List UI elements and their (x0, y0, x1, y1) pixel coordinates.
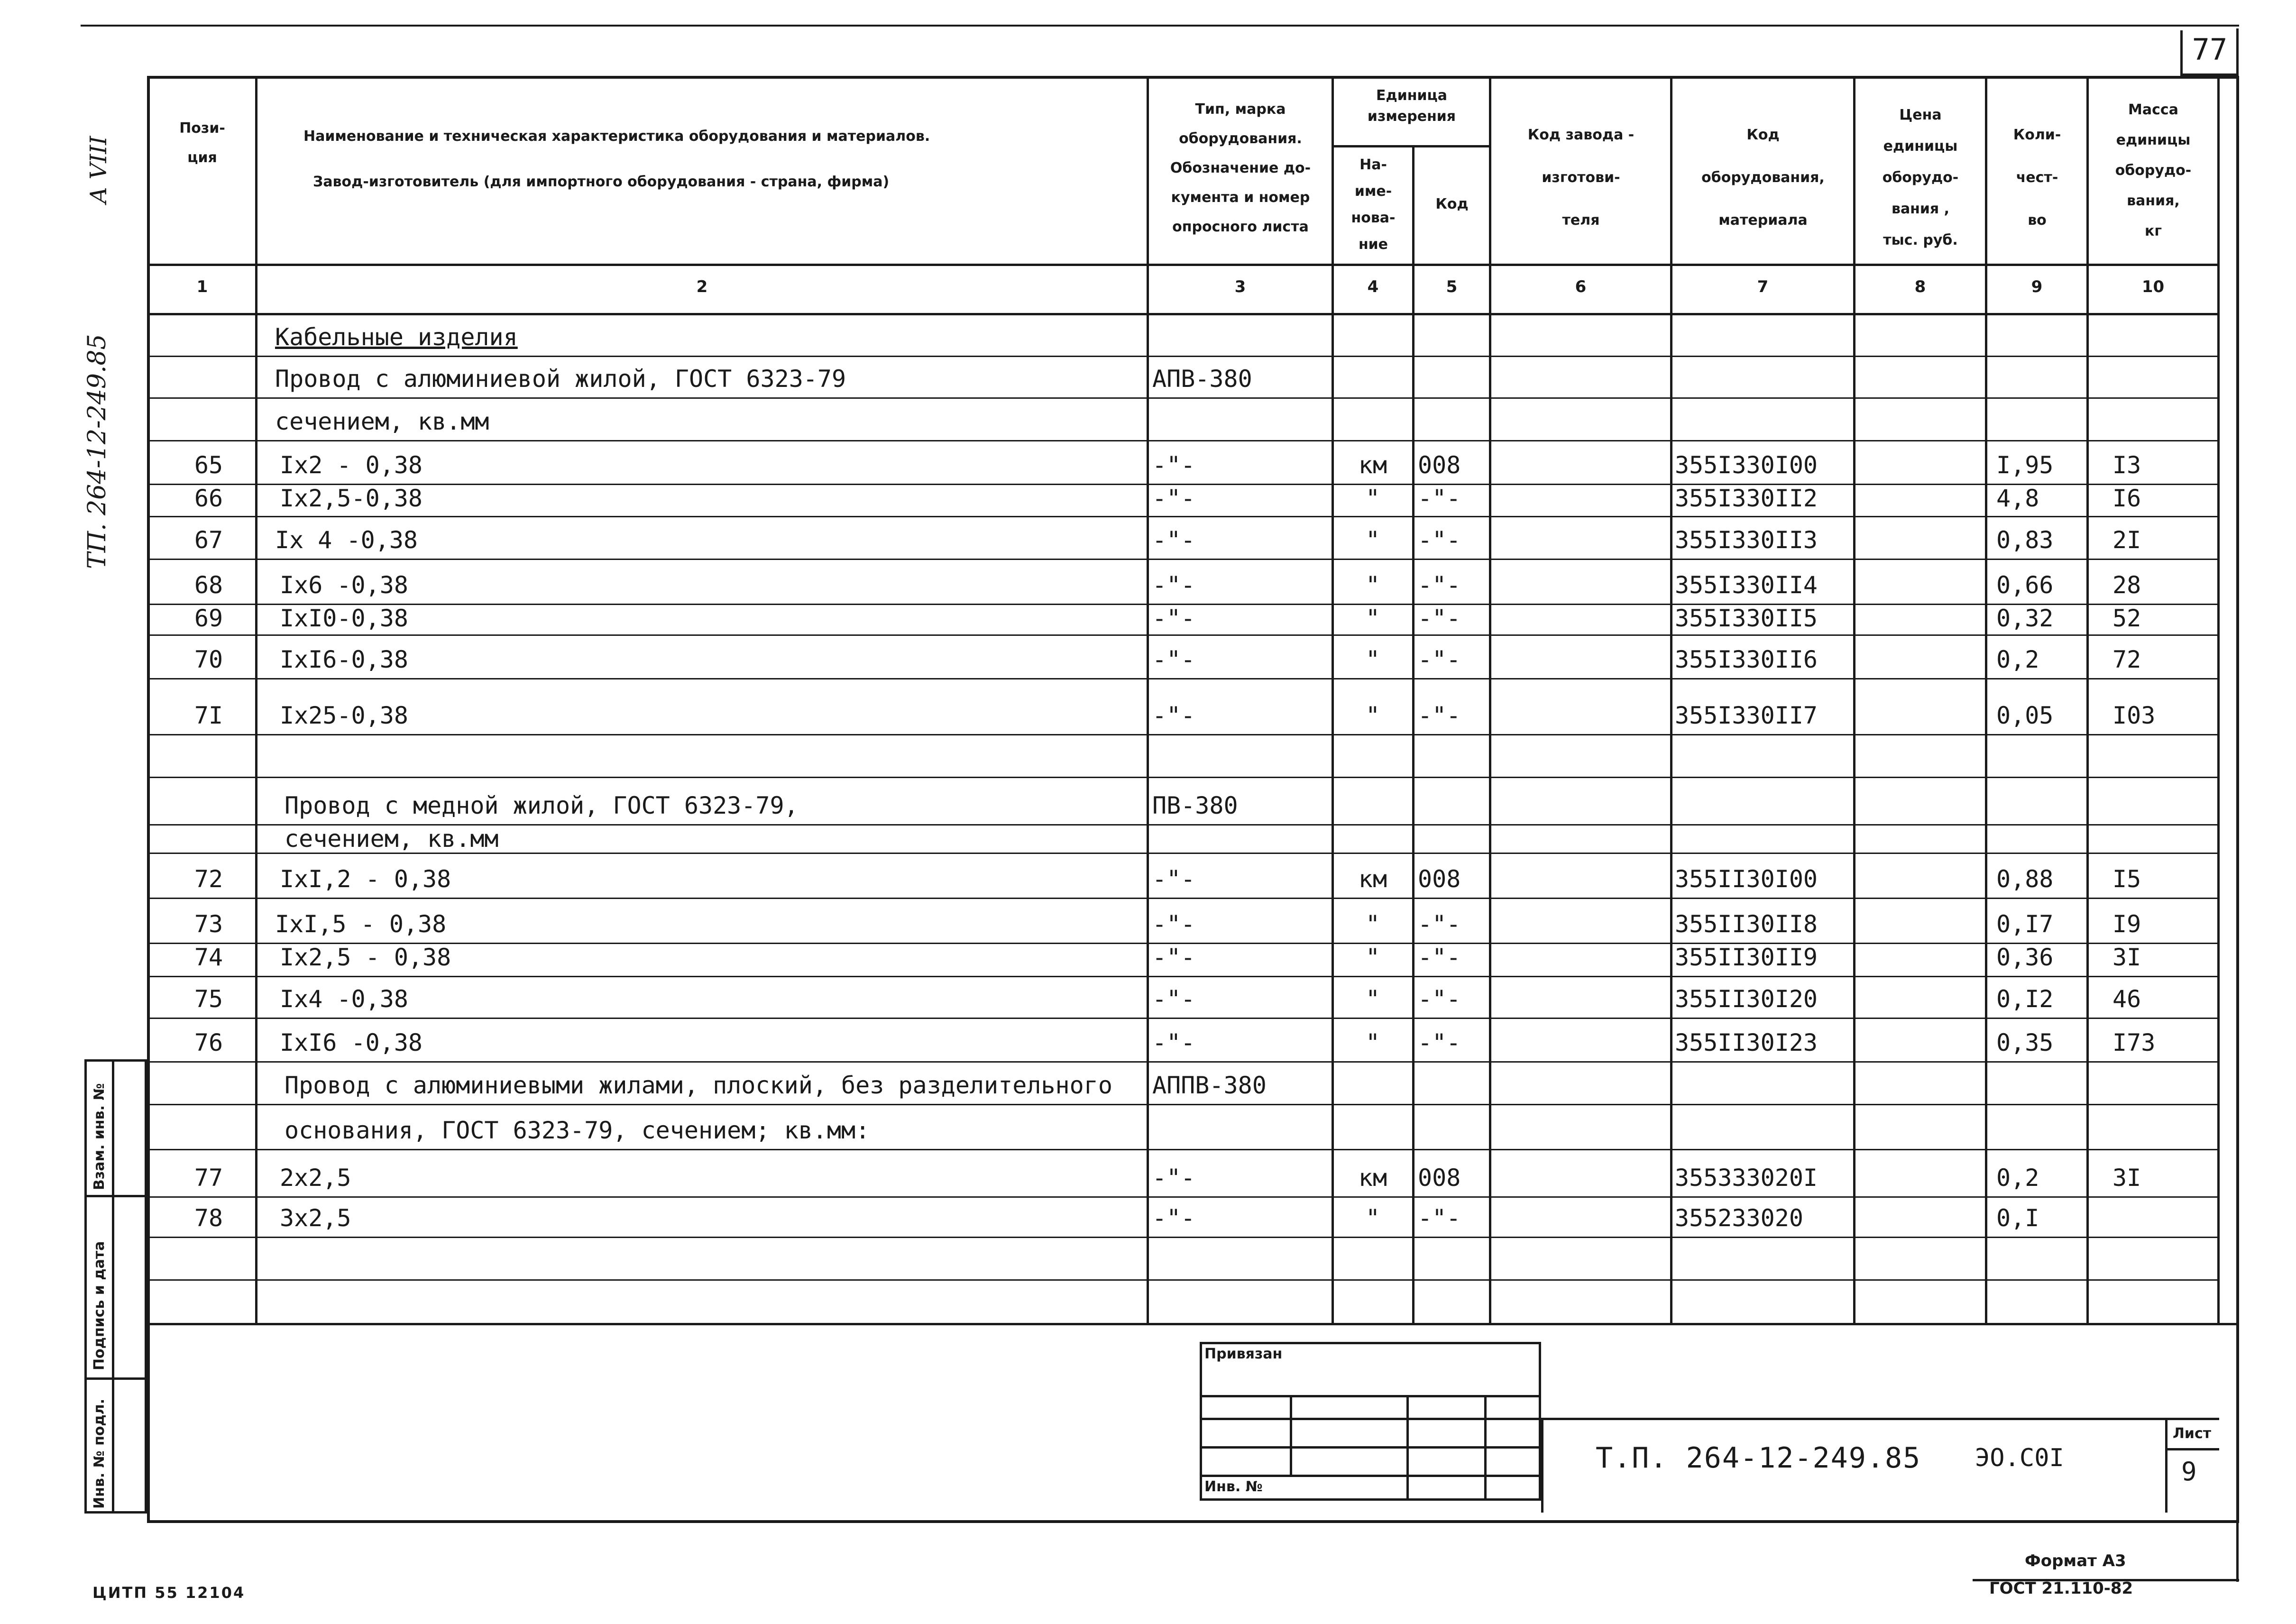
cell-qty: 0,2 (1996, 646, 2039, 673)
cell-pos: 74 (194, 944, 223, 971)
cell-qty: 0,I2 (1996, 985, 2054, 1013)
hdr-col4-l2: име- (1354, 183, 1392, 200)
row-separator (147, 976, 2219, 977)
cell-mat-code: 355333020I (1675, 1164, 1818, 1192)
hdr-unit-group (1334, 85, 1489, 127)
cell-name: Iх2 - 0,38 (280, 451, 423, 479)
tb-line (1484, 1395, 1487, 1500)
hdr-col9-l2: чест- (2016, 169, 2058, 186)
privyazan-label: Привязан (1204, 1346, 1283, 1362)
cell-pos: 70 (194, 646, 223, 673)
cell-type: -"- (1152, 1164, 1195, 1192)
cell-unit: " (1365, 646, 1380, 673)
cell-name: Iх2,5 - 0,38 (280, 944, 451, 971)
tb-line (1200, 1475, 1541, 1477)
row-separator (147, 440, 2219, 441)
cell-unit: " (1365, 944, 1380, 971)
cell-unit: " (1365, 702, 1380, 729)
col-line (2086, 76, 2089, 1323)
cell-pos: 67 (194, 526, 223, 554)
stamp-label-podpis: Подпись и дата (91, 1241, 108, 1370)
cell-code: -"- (1418, 1029, 1461, 1056)
cell-code: -"- (1418, 485, 1461, 512)
hdr-col7-l3: материала (1718, 212, 1808, 229)
cell-name: 3х2,5 (280, 1204, 351, 1232)
col-number: 5 (1446, 277, 1458, 296)
cell-name: Провод с алюминиевыми жилами, плоский, без разделительного (285, 1072, 1112, 1099)
cell-type: -"- (1152, 526, 1195, 554)
cell-unit: км (1358, 451, 1387, 479)
cell-name: IхI6-0,38 (280, 646, 408, 673)
cell-name: IхI0-0,38 (280, 605, 408, 632)
cell-qty: 0,83 (1996, 526, 2054, 554)
col-number: 8 (1914, 277, 1926, 296)
cell-qty: 0,I7 (1996, 910, 2054, 938)
stamp-divider (84, 1377, 147, 1380)
col-number: 6 (1575, 277, 1587, 296)
hdr-col7-l2: оборудования, (1701, 169, 1825, 186)
cell-unit: км (1358, 865, 1387, 893)
col-number: 2 (696, 277, 708, 296)
cell-mat-code: 355II30II9 (1675, 944, 1818, 971)
row-separator (147, 1018, 2219, 1019)
cell-name: IхI6 -0,38 (280, 1029, 423, 1056)
cell-qty: 0,36 (1996, 944, 2054, 971)
cell-code: -"- (1418, 702, 1461, 729)
cell-qty: 0,2 (1996, 1164, 2039, 1192)
cell-pos: 66 (194, 485, 223, 512)
cell-name: Iх6 -0,38 (280, 571, 408, 599)
hdr-col2 (266, 114, 1024, 205)
cell-type: -"- (1152, 910, 1195, 938)
row-separator (147, 516, 2219, 517)
stamp-divider (84, 1195, 147, 1197)
designation: Т.П. 264-12-249.85 (1596, 1441, 1921, 1475)
cell-mass: 28 (2112, 571, 2141, 599)
row-separator (147, 1196, 2219, 1198)
cell-unit: " (1365, 910, 1380, 938)
hdr-col5: Код (1435, 196, 1469, 212)
cell-name: основания, ГОСТ 6323-79, сечением; кв.мм: (285, 1117, 870, 1144)
cell-code: -"- (1418, 985, 1461, 1013)
hdr-col10-l1: Масса (2128, 101, 2178, 118)
hdr-col6-l2: изготови- (1542, 169, 1620, 186)
hdr-col10-l5: кг (2144, 223, 2162, 239)
row-separator (147, 559, 2219, 560)
top-rule (81, 25, 2239, 27)
cell-type: АППВ-380 (1152, 1072, 1267, 1099)
cell-pos: 76 (194, 1029, 223, 1056)
hdr-col8-l5: тыс. руб. (1883, 232, 1958, 248)
row-separator (147, 777, 2219, 778)
hdr-col3-l2: оборудования. (1179, 130, 1302, 147)
cell-type: -"- (1152, 1029, 1195, 1056)
hdr-col4-l3: нова- (1351, 210, 1396, 226)
col-number: 9 (2031, 277, 2043, 296)
hdr-col3-l3: Обозначение до- (1170, 160, 1311, 176)
hdr-col9 (1988, 114, 2086, 242)
tb-line (1200, 1395, 1541, 1397)
cell-pos: 72 (194, 865, 223, 893)
cell-mass: 72 (2112, 646, 2141, 673)
cell-name: Провод с алюминиевой жилой, ГОСТ 6323-79 (275, 365, 846, 393)
cell-name: Iх 4 -0,38 (275, 526, 418, 554)
row-separator (147, 1279, 2219, 1281)
tb-line (1200, 1446, 1541, 1449)
cell-qty: 0,88 (1996, 865, 2054, 893)
row-separator (147, 1104, 2219, 1105)
hdr-col8-l4: вания , (1891, 201, 1950, 217)
cell-pos: 78 (194, 1204, 223, 1232)
cell-mat-code: 355II30I00 (1675, 865, 1818, 893)
cell-mass: I03 (2112, 702, 2156, 729)
cell-mat-code: 355I330I00 (1675, 451, 1818, 479)
cell-unit: " (1365, 1029, 1380, 1056)
row-separator (147, 356, 2219, 357)
cell-pos: 65 (194, 451, 223, 479)
hdr-col9-l3: во (2028, 212, 2047, 229)
hdr-col2-l1: Наименование и техническая характеристика оборудования и материалов. (303, 128, 930, 145)
cell-unit: " (1365, 526, 1380, 554)
hdr-col6 (1492, 114, 1670, 242)
cell-code: 008 (1418, 865, 1461, 893)
cell-type: -"- (1152, 485, 1195, 512)
row-separator (147, 1061, 2219, 1063)
cell-mass: I9 (2112, 910, 2141, 938)
cell-type: -"- (1152, 985, 1195, 1013)
cell-qty: 4,8 (1996, 485, 2039, 512)
cell-code: -"- (1418, 605, 1461, 632)
hdr-col10 (2089, 95, 2217, 247)
cell-name: Кабельные изделия (275, 323, 518, 351)
right-edge-line (2236, 28, 2239, 1582)
cell-name: 2х2,5 (280, 1164, 351, 1192)
side-doc-code: ТП. 264-12-249.85 (83, 334, 111, 569)
cell-type: -"- (1152, 646, 1195, 673)
col-line (1332, 76, 1334, 1323)
tb-line (1290, 1395, 1292, 1476)
cell-mat-code: 355II30I20 (1675, 985, 1818, 1013)
row-separator (147, 1149, 2219, 1150)
cell-pos: 75 (194, 985, 223, 1013)
cell-code: -"- (1418, 571, 1461, 599)
hdr-col1 (149, 114, 255, 173)
cell-mat-code: 355I330II4 (1675, 571, 1818, 599)
cell-qty: 0,66 (1996, 571, 2054, 599)
cell-type: -"- (1152, 865, 1195, 893)
hdr-col2-l2: Завод-изготовитель (для импортного оборудования - страна, фирма) (313, 174, 890, 190)
cell-mass: 3I (2112, 1164, 2141, 1192)
cell-name: Iх2,5-0,38 (280, 485, 423, 512)
col-number: 3 (1234, 277, 1246, 296)
cell-mat-code: 355I330II6 (1675, 646, 1818, 673)
cell-mat-code: 355233020 (1675, 1204, 1803, 1232)
cell-code: 008 (1418, 1164, 1461, 1192)
cell-type: -"- (1152, 702, 1195, 729)
cell-qty: I,95 (1996, 451, 2054, 479)
section-code: ЭО.С0I (1975, 1444, 2064, 1472)
cell-code: -"- (1418, 944, 1461, 971)
cell-name: Провод с медной жилой, ГОСТ 6323-79, (285, 792, 799, 819)
cell-type: -"- (1152, 1204, 1195, 1232)
cell-mass: 46 (2112, 985, 2141, 1013)
hdr-unit-l1: Единица (1376, 87, 1447, 104)
hdr-col8-l3: оборудо- (1882, 169, 1959, 186)
hdr-col3-l4: кумента и номер (1171, 189, 1310, 206)
cell-mass: I5 (2112, 865, 2141, 893)
cell-type: -"- (1152, 605, 1195, 632)
header-bottom-line (147, 264, 2219, 266)
tb-line (1200, 1418, 1541, 1420)
cell-unit: " (1365, 485, 1380, 512)
cell-name: IхI,2 - 0,38 (280, 865, 451, 893)
cell-code: -"- (1418, 646, 1461, 673)
tb-main-top (1541, 1418, 2219, 1420)
cell-pos: 69 (194, 605, 223, 632)
cell-unit: " (1365, 1204, 1380, 1232)
cell-pos: 73 (194, 910, 223, 938)
cell-unit: км (1358, 1164, 1387, 1192)
cell-code: -"- (1418, 526, 1461, 554)
cell-type: -"- (1152, 451, 1195, 479)
row-separator (147, 634, 2219, 636)
col-number: 1 (196, 277, 208, 296)
cell-mass: I3 (2112, 451, 2141, 479)
hdr-col3 (1149, 95, 1332, 242)
footer-gost: ГОСТ 21.110-82 (1989, 1579, 2133, 1598)
col-number: 7 (1757, 277, 1769, 296)
cell-mat-code: 355II30II8 (1675, 910, 1818, 938)
cell-pos: 68 (194, 571, 223, 599)
hdr-col1-l2: ция (187, 149, 217, 166)
cell-qty: 0,32 (1996, 605, 2054, 632)
hdr-col1-l1: Пози- (179, 120, 225, 137)
hdr-col10-l2: единицы (2116, 132, 2191, 148)
col-number: 10 (2141, 277, 2165, 296)
inv-no-label: Инв. № (1204, 1478, 1263, 1495)
cell-name: IхI,5 - 0,38 (275, 910, 447, 938)
cell-type: -"- (1152, 571, 1195, 599)
cell-code: -"- (1418, 1204, 1461, 1232)
stamp-divider (112, 1059, 114, 1514)
cell-unit: " (1365, 985, 1380, 1013)
hdr-col7 (1673, 114, 1853, 242)
row-separator (147, 397, 2219, 399)
cell-name: сечением, кв.мм (285, 825, 499, 853)
row-separator (147, 853, 2219, 854)
cell-mass: I73 (2112, 1029, 2156, 1056)
table-bottom-line (147, 1323, 2238, 1325)
row-separator (147, 678, 2219, 679)
cell-name: Iх25-0,38 (280, 702, 408, 729)
sheet-label: Лист (2173, 1425, 2212, 1442)
hdr-col4-l4: ние (1358, 236, 1388, 253)
hdr-col8-l2: единицы (1883, 138, 1958, 155)
row-separator (147, 898, 2219, 899)
hdr-col6-l1: Код завода - (1527, 127, 1635, 143)
cell-name: Iх4 -0,38 (280, 985, 408, 1013)
cell-code: 008 (1418, 451, 1461, 479)
col-line (1985, 76, 1987, 1323)
col-line (1853, 76, 1855, 1323)
stamp-label-inv: Инв. № подл. (91, 1398, 108, 1509)
col-line (1489, 76, 1491, 1323)
cell-pos: 77 (194, 1164, 223, 1192)
stamp-label-vzam: Взам. инв. № (91, 1083, 108, 1190)
hdr-col7-l1: Код (1746, 127, 1780, 143)
hdr-col4 (1334, 152, 1412, 258)
sheet-box-line (2165, 1448, 2219, 1450)
cell-unit: " (1365, 571, 1380, 599)
hdr-col10-l3: оборудо- (2115, 162, 2192, 179)
cell-pos: 7I (194, 702, 223, 729)
cell-qty: 0,05 (1996, 702, 2054, 729)
cell-type: ПВ-380 (1152, 792, 1238, 819)
col-line (2217, 76, 2220, 1323)
page-number: 77 (2192, 32, 2228, 67)
cell-mass: 52 (2112, 605, 2141, 632)
footer-format: Формат А3 (2025, 1551, 2126, 1570)
hdr-col8 (1856, 100, 1985, 256)
col-number: 4 (1367, 277, 1379, 296)
hdr-col8-l1: Цена (1899, 107, 1942, 123)
album-label: А VIII (85, 136, 112, 204)
hdr-col9-l1: Коли- (2013, 127, 2061, 143)
row-separator (147, 1237, 2219, 1238)
footer-left: ЦИТП 55 12104 (92, 1584, 246, 1602)
hdr-col3-l5: опросного листа (1172, 219, 1309, 235)
sheet-number: 9 (2181, 1457, 2197, 1486)
cell-mass: 3I (2112, 944, 2141, 971)
cell-unit: " (1365, 605, 1380, 632)
tb-line (1406, 1395, 1409, 1500)
cell-name: сечением, кв.мм (275, 408, 489, 435)
hdr-col4-l1: На- (1359, 156, 1387, 173)
hdr-col10-l4: вания, (2127, 193, 2180, 209)
cell-type: АПВ-380 (1152, 365, 1252, 393)
hdr-col6-l3: теля (1562, 212, 1600, 229)
cell-mat-code: 355I330II2 (1675, 485, 1818, 512)
cell-qty: 0,I (1996, 1204, 2039, 1232)
cell-mat-code: 355II30I23 (1675, 1029, 1818, 1056)
cell-mat-code: 355I330II3 (1675, 526, 1818, 554)
row-separator (147, 734, 2219, 735)
cell-mass: 2I (2112, 526, 2141, 554)
cell-code: -"- (1418, 910, 1461, 938)
cell-mat-code: 355I330II7 (1675, 702, 1818, 729)
cell-mass: I6 (2112, 485, 2141, 512)
cell-type: -"- (1152, 944, 1195, 971)
numbers-bottom-line (147, 313, 2219, 315)
tb-main-left (1541, 1418, 1543, 1513)
col-line (1670, 76, 1672, 1323)
hdr-unit-l2: измерения (1367, 108, 1456, 125)
cell-qty: 0,35 (1996, 1029, 2054, 1056)
col-line (255, 76, 257, 1323)
cell-mat-code: 355I330II5 (1675, 605, 1818, 632)
hdr-col3-l1: Тип, марка (1195, 101, 1286, 118)
unit-group-line (1332, 145, 1489, 147)
